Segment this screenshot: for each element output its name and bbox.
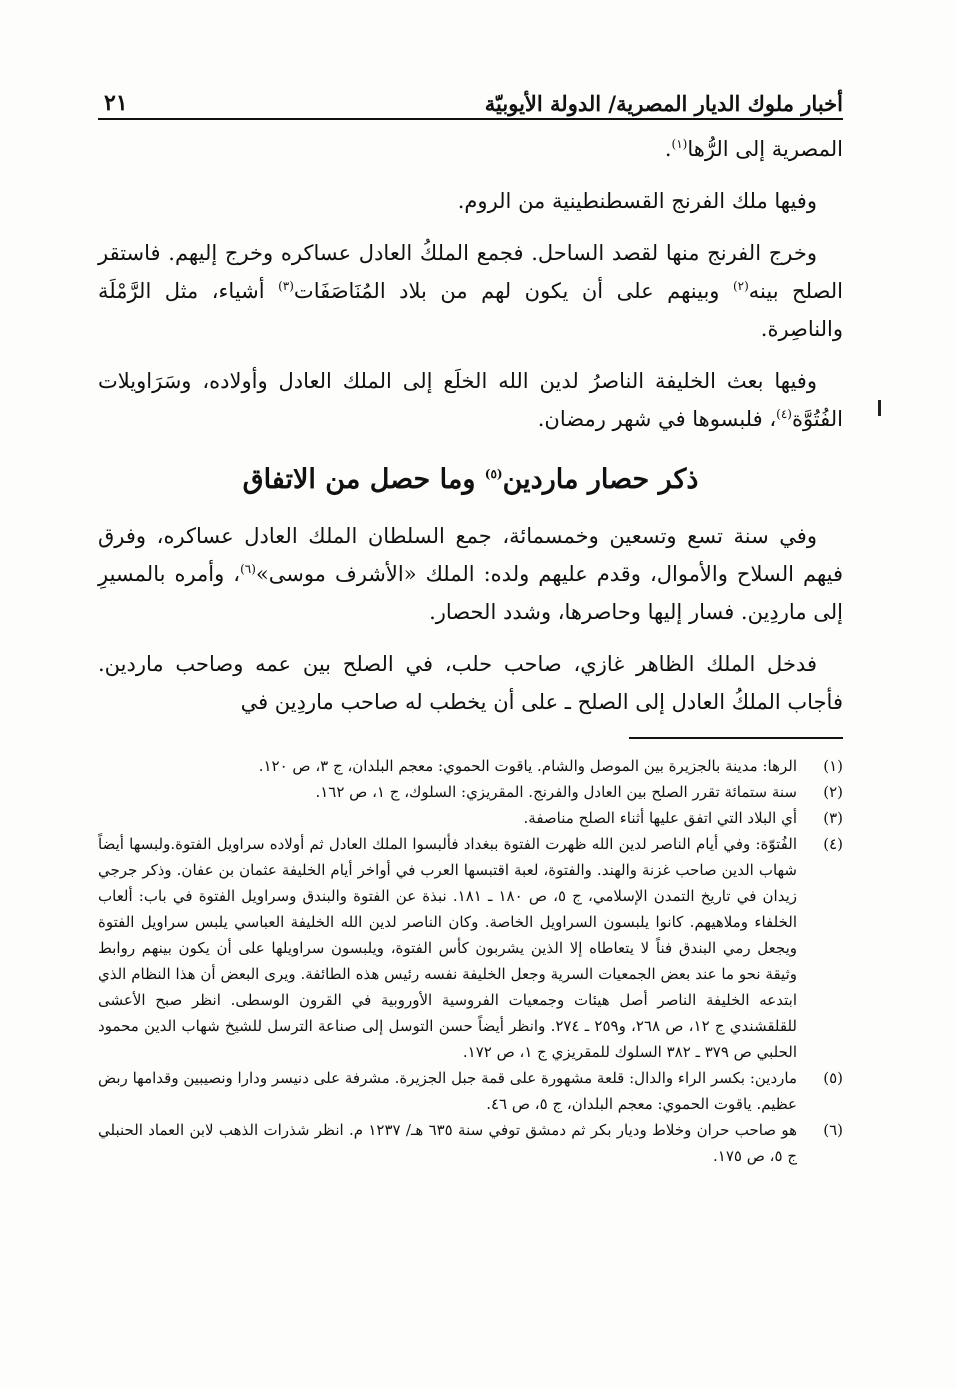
footnote: [98, 779, 843, 805]
paragraph-6: فدخل الملك الظاهر غازي، صاحب حلب، في الصلح بين عمه وصاحب ماردين. فأجاب الملكُ العادل إلى الصلح ـ على أن يخطب له صاحب ماردِين في: [98, 652, 843, 714]
paragraph-1: المصرية إلى الرُّها$^{(١)}$.: [664, 137, 843, 161]
margin-mark: [878, 400, 881, 416]
footnote-ref-1: (١): [671, 137, 688, 151]
footnote-number: (٥): [823, 1069, 843, 1087]
footnote-ref-5: (٥): [484, 467, 503, 481]
footnote: [98, 753, 843, 779]
running-title: أخبار ملوك الديار المصرية/ الدولة الأيوبيّة: [484, 91, 843, 116]
footnote-number: (٣): [823, 809, 843, 827]
footnote-ref-4: (٤): [776, 407, 792, 421]
paragraph-2: وفيها ملك الفرنج القسطنطينية من الروم.: [457, 189, 817, 213]
footnote-ref-6: (٦): [240, 562, 256, 576]
footnote-text: الرها: مدينة بالجزيرة بين الموصل والشام. ياقوت الحموي: معجم البلدان، ج ٣، ص ١٢٠.: [258, 757, 797, 775]
footnote-text: أي البلاد التي اتفق عليها أثناء الصلح مناصفة.: [523, 809, 797, 827]
footnote-number: (١): [823, 757, 843, 775]
running-header: [98, 78, 843, 120]
footnote: [98, 1117, 843, 1169]
footnote: [98, 1065, 843, 1117]
footnote-number: (٦): [823, 1121, 843, 1139]
footnote-text: هو صاحب حران وخلاط وديار بكر ثم دمشق توفي سنة ٦٣٥ هـ/ ١٢٣٧ م. انظر شذرات الذهب لابن العماد الحنبلي ج ٥، ص ١٧٥.: [98, 1121, 797, 1165]
paragraph-4: وفيها بعث الخليفة الناصرُ لدين الله الخلَع إلى الملك العادل وأولاده، وسَرَاويلات الفُتُوَّة$^{(٤)}$، فلبسوها في شهر رمضان.: [98, 369, 843, 431]
footnote-number: (٤): [823, 835, 843, 853]
section-heading: ذكر حصار ماردين$^{(٥)}$ وما حصل من الاتفاق: [242, 464, 699, 495]
footnote: [98, 805, 843, 831]
footnote-divider: [629, 737, 843, 739]
footnote-ref-3: (٣): [278, 279, 294, 293]
footnote-number: (٢): [823, 783, 843, 801]
main-text: [98, 130, 843, 721]
footnote-text: سنة ستمائة تقرر الصلح بين العادل والفرنج. المقريزي: السلوك، ج ١، ص ١٦٢.: [315, 783, 797, 801]
paragraph-5: وفي سنة تسع وتسعين وخمسمائة، جمع السلطان الملك العادل عساكره، وفرق فيهم السلاح والأموال، وقدم عليهم ولده: الملك «الأشرف موسى»$^{(٦)}$، وأمره بالمسيرِ إلى ماردِين. فسار إليها وحاصرها، وشدد الحصار.: [98, 524, 843, 624]
footnotes: [98, 753, 843, 1169]
footnote-ref-2: (٢): [732, 279, 749, 293]
footnote-text: ماردين: بكسر الراء والدال: قلعة مشهورة على قمة جبل الجزيرة. مشرفة على دنيسر ودارا ونصيبين وقدامها ربض عظيم. ياقوت الحموي: معجم البلدان، ج ٥، ص ٤٦.: [98, 1069, 797, 1113]
page-number: ٢١: [104, 90, 128, 116]
footnote: [98, 831, 843, 1065]
paragraph-3: وخرج الفرنج منها لقصد الساحل. فجمع الملكُ العادل عساكره وخرج إليهم. فاستقر الصلح بينه$^{(٢)}$ وبينهم على أن يكون لهم من بلاد المُنَاصَفَات$^{(٣)}$ أشياء، مثل الرَّمْلَة والناصِرة.: [98, 241, 843, 341]
book-page: [98, 78, 843, 1378]
footnote-text: الفُتوّة: وفي أيام الناصر لدين الله ظهرت الفتوة ببغداد فألبسوا الملك العادل ثم أولاده سراويل الفتوة.ولبسها أيضاً شهاب الدين صاحب غزنة والهند. والفتوة، لعبة اقتبسها العرب في أواخر أيام الخليفة عثمان بن عفان. وذكر جرجي زيدان في تاريخ التمدن الإسلامي، ج ٥، ص ١٨٠ ـ ١٨١. نبذة عن الفتوة والبندق وسراويل الفتوة في باب: ألعاب الخلفاء وملاهيهم. كانوا يلبسون السراويل الخاصة. وكان الناصر لدين الله الخليفة العباسي يلبس سراويل الفتوة ويجعل رمي البندق فناً لا يتعاطاه إلا الذين يشربون كأس الفتوة، ويلبسون سراويلها على أن يكون بينهم روابط وثيقة نحو ما عند بعض الجمعيات السرية وجعل الخليفة نفسه رئيس هذه الطائفة. ويرى البعض أن هذا النظام الذي ابتدعه الخليفة الناصر أصل هيئات وجمعيات الفروسية الأوروبية في القرون الوسطى. انظر صبح الأعشى للقلقشندي ج ١٢، ص ٢٦٨، و٢٥٩ ـ ٢٧٤. وانظر أيضاً حسن التوسل إلى صناعة الترسل للشيخ شهاب الدين محمود الحلبي ص ٣٧٩ ـ ٣٨٢ السلوك للمقريزي ج ١، ص ١٧٢.: [98, 835, 797, 1061]
